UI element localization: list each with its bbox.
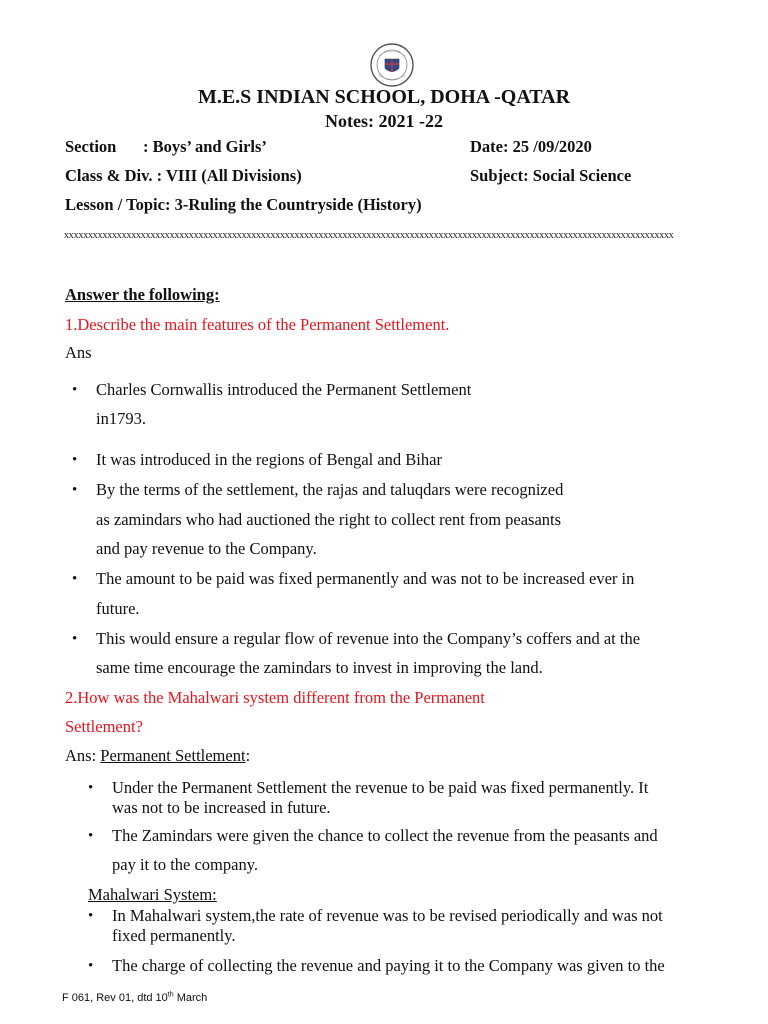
list-item: The Zamindars were given the chance to collect the revenue from the peasants and bbox=[112, 826, 658, 845]
lesson-topic: Lesson / Topic: 3-Ruling the Countryside (History) bbox=[65, 195, 422, 214]
subheading-mahalwari: Mahalwari System: bbox=[88, 885, 217, 904]
list-item-continuation: in1793. bbox=[96, 409, 146, 428]
section-value: : Boys’ and Girls’ bbox=[143, 137, 267, 156]
list-item: This would ensure a regular flow of revenue into the Company’s coffers and at the bbox=[96, 629, 641, 648]
bullet-icon: • bbox=[72, 631, 78, 647]
subheading-permanent-settlement: Permanent Settlement bbox=[100, 746, 246, 765]
bullet-icon: • bbox=[88, 828, 94, 844]
answer-label: Ans bbox=[65, 343, 92, 362]
question-text: Describe the main features of the Permanent Settlement. bbox=[77, 315, 450, 334]
section-label: Section bbox=[65, 137, 117, 156]
question-2 bbox=[65, 688, 485, 708]
class-division: Class & Div. : VIII (All Divisions) bbox=[65, 166, 302, 185]
colon: : bbox=[245, 746, 251, 765]
question-text: How was the Mahalwari system different from the Permanent bbox=[77, 688, 485, 707]
footer-text-end: March bbox=[173, 992, 208, 1004]
question-number: 1. bbox=[65, 315, 78, 334]
bullet-icon: • bbox=[72, 452, 78, 468]
date: Date: 25 /09/2020 bbox=[470, 137, 592, 156]
subject: Subject: Social Science bbox=[470, 166, 632, 185]
question-number: 2. bbox=[65, 688, 78, 707]
list-item-continuation: and pay revenue to the Company. bbox=[96, 539, 317, 558]
footer-text: F 061, Rev 01, dtd 10 bbox=[62, 992, 168, 1004]
list-item-continuation: pay it to the company. bbox=[112, 855, 259, 874]
bullet-icon: • bbox=[72, 571, 78, 587]
bullet-icon: • bbox=[88, 908, 94, 924]
document-footer bbox=[62, 992, 207, 1004]
section-heading: Answer the following: bbox=[65, 285, 220, 304]
bullet-icon: • bbox=[72, 382, 78, 398]
list-item-continuation: was not to be increased in future. bbox=[112, 798, 331, 817]
list-item: The charge of collecting the revenue and paying it to the Company was given to the bbox=[112, 956, 665, 975]
bullet-icon: • bbox=[88, 780, 94, 796]
bullet-icon: • bbox=[88, 958, 94, 974]
list-item-continuation: fixed permanently. bbox=[112, 926, 236, 945]
list-item: Charles Cornwallis introduced the Permanent Settlement bbox=[96, 380, 472, 399]
question-2-continuation: Settlement? bbox=[65, 717, 143, 736]
answer-label bbox=[65, 746, 250, 766]
list-item: Under the Permanent Settlement the revenue to be paid was fixed permanently. It bbox=[112, 778, 649, 797]
list-item: By the terms of the settlement, the rajas and taluqdars were recognized bbox=[96, 480, 564, 499]
list-item-continuation: as zamindars who had auctioned the right to collect rent from peasants bbox=[96, 510, 562, 529]
question-1 bbox=[65, 315, 449, 335]
list-item-continuation: same time encourage the zamindars to invest in improving the land. bbox=[96, 658, 543, 677]
list-item: In Mahalwari system,the rate of revenue was to be revised periodically and was not bbox=[112, 906, 663, 925]
list-item-continuation: future. bbox=[96, 599, 140, 618]
list-item: It was introduced in the regions of Bengal and Bihar bbox=[96, 450, 442, 469]
school-name: M.E.S INDIAN SCHOOL, DOHA -QATAR bbox=[197, 86, 571, 108]
separator-line: xxxxxxxxxxxxxxxxxxxxxxxxxxxxxxxxxxxxxxxxxxxxxxxxxxxxxxxxxxxxxxxxxxxxxxxxxxxxxxxxxxxxxxxxxxxxxxxxxxxxxxxxxxxxxxxxxxxxxxxxxxxxxxx bbox=[64, 230, 674, 241]
bullet-icon: • bbox=[72, 482, 78, 498]
footer-superscript: th bbox=[167, 991, 174, 999]
list-item: The amount to be paid was fixed permanently and was not to be increased ever in bbox=[96, 569, 635, 588]
school-crest-icon bbox=[369, 42, 415, 88]
answer-prefix: Ans: bbox=[65, 746, 101, 765]
notes-year: Notes: 2021 -22 bbox=[325, 111, 443, 131]
